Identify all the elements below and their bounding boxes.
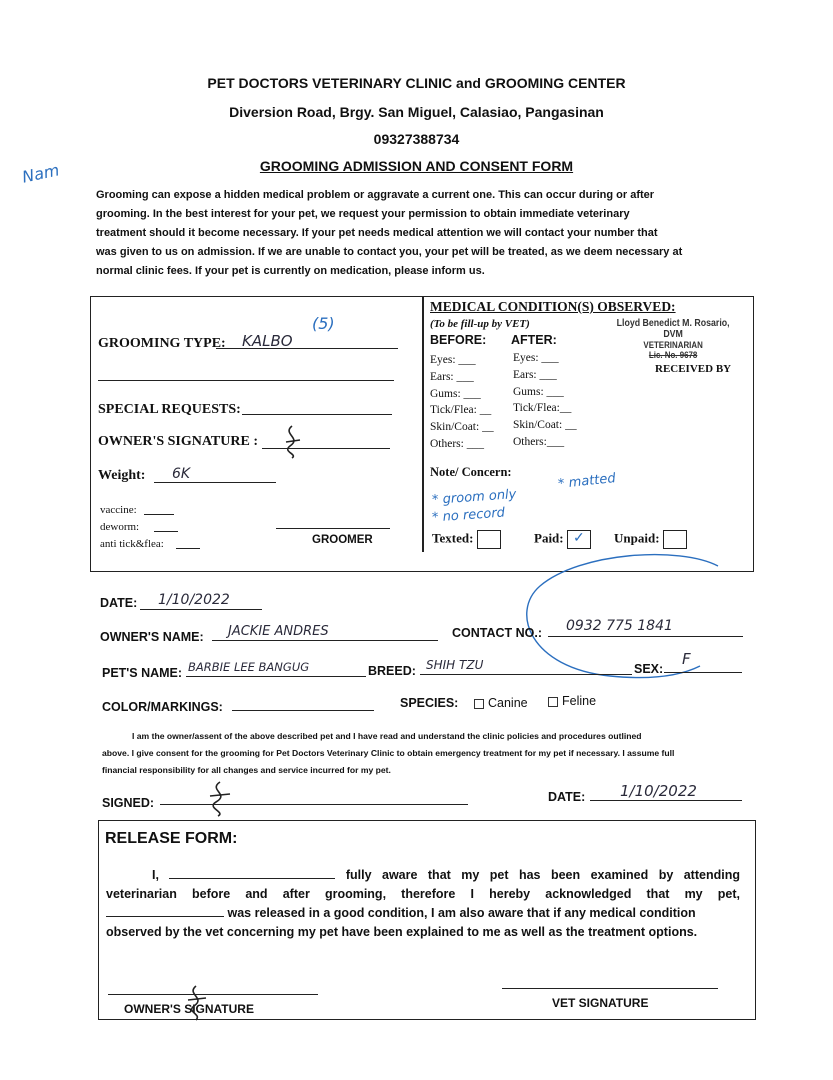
grooming-type-value: KALBO xyxy=(242,332,293,350)
release-text: I, fully aware that my pet has been examined by attending veterinarian before and after grooming, therefore I hereby acknowledged that my pet, was released in a good condition, I am also aware that if any medical condition observed by the vet concerning my pet have been explained to me as well as the treatment options. xyxy=(106,868,740,939)
grooming-type-label: GROOMING TYPE: xyxy=(98,336,226,351)
after-tickflea: Tick/Flea:__ xyxy=(513,402,572,415)
sex-label: SEX: xyxy=(634,662,664,676)
note-groom-only: * groom only xyxy=(431,487,517,508)
texted-label: Texted: xyxy=(432,530,474,546)
pet-name-value: BARBIE LEE BANGUG xyxy=(188,660,310,674)
release-owner-sig-label: OWNER'S SIGNATURE xyxy=(124,1002,254,1016)
after-skincoat: Skin/Coat: __ xyxy=(513,419,577,432)
date-label: DATE: xyxy=(100,596,138,610)
signed-label: SIGNED: xyxy=(102,796,155,810)
grooming-type-line-2 xyxy=(98,380,394,381)
weight-label: Weight: xyxy=(98,468,146,483)
owner-name-line xyxy=(212,640,438,641)
date-line xyxy=(140,609,262,610)
paid-label: Paid: xyxy=(534,530,564,546)
groomer-line xyxy=(276,528,390,529)
consent-date-line xyxy=(590,800,742,801)
after-eyes: Eyes: ___ xyxy=(513,352,559,364)
date-value: 1/10/2022 xyxy=(158,592,230,608)
note-no-record: * no record xyxy=(431,505,506,526)
breed-label: BREED: xyxy=(368,664,416,678)
groomer-label: GROOMER xyxy=(312,534,373,546)
paid-checkbox[interactable]: ✓ xyxy=(567,530,591,549)
medical-subtitle: (To be fill-up by VET) xyxy=(430,318,530,330)
before-label: BEFORE: xyxy=(430,333,487,347)
after-others: Others:___ xyxy=(513,435,565,448)
sex-value: F xyxy=(682,650,691,668)
feline-label: Feline xyxy=(562,694,597,708)
medical-title: MEDICAL CONDITION(S) OBSERVED: xyxy=(430,299,676,314)
breed-line xyxy=(420,674,632,675)
antitick-line xyxy=(176,548,200,549)
breed-value: SHIH TZU xyxy=(426,658,484,672)
margin-note: Nam xyxy=(20,160,61,187)
grooming-type-note: (5) xyxy=(312,314,335,333)
stamp-name: Lloyd Benedict M. Rosario, DVM xyxy=(616,318,730,340)
pet-name-label: PET'S NAME: xyxy=(102,666,183,680)
canine-checkbox[interactable] xyxy=(474,699,484,709)
clinic-phone: 09327388734 xyxy=(373,131,460,147)
special-requests-label: SPECIAL REQUESTS: xyxy=(98,402,241,417)
consent-date-value: 1/10/2022 xyxy=(620,782,697,800)
release-title: RELEASE FORM: xyxy=(105,830,238,847)
weight-value: 6K xyxy=(172,466,191,482)
release-vet-sig-line xyxy=(502,988,718,989)
owner-signature-label: OWNER'S SIGNATURE : xyxy=(98,434,258,449)
after-label: AFTER: xyxy=(511,333,557,347)
consent-text: I am the owner/assent of the above described pet and I have read and understand the clinic policies and procedures outlined above. I give consent for the grooming for Pet Doctors Veterinary Clinic to obtain emergency treatment for my pet if necessary. I assume full financial responsibility for all changes and service incurred for my pet. xyxy=(102,731,675,775)
before-others: Others: ___ xyxy=(430,437,484,450)
owner-name-label: OWNER'S NAME: xyxy=(100,630,204,644)
before-list xyxy=(430,352,494,453)
note-matted: * matted xyxy=(557,471,617,492)
contact-line xyxy=(548,636,743,637)
after-gums: Gums: ___ xyxy=(513,385,564,398)
vet-stamp xyxy=(608,318,738,360)
texted-field[interactable] xyxy=(432,530,501,549)
consent-signature-mark xyxy=(200,780,240,818)
deworm-line xyxy=(154,531,178,532)
stamp-license: Lic. No. 9678 xyxy=(648,350,698,360)
unpaid-label: Unpaid: xyxy=(614,530,660,546)
after-ears: Ears: ___ xyxy=(513,368,557,381)
before-skincoat: Skin/Coat: __ xyxy=(430,421,494,434)
before-tickflea: Tick/Flea: __ xyxy=(430,404,492,417)
before-ears: Ears: ___ xyxy=(430,370,474,383)
antitick-label: anti tick&flea: xyxy=(100,538,164,550)
canine-label: Canine xyxy=(488,696,528,710)
received-by-label: RECEIVED BY xyxy=(655,363,732,375)
species-feline-option[interactable] xyxy=(548,694,596,708)
clinic-name: PET DOCTORS VETERINARY CLINIC and GROOMING CENTER xyxy=(207,75,626,91)
vaccine-line xyxy=(144,514,174,515)
weight-line xyxy=(154,482,276,483)
before-gums: Gums: ___ xyxy=(430,387,481,400)
owner-name-value: JACKIE ANDRES xyxy=(228,624,329,639)
clinic-address: Diversion Road, Brgy. San Miguel, Calasiao, Pangasinan xyxy=(229,104,604,120)
disclaimer: Grooming can expose a hidden medical problem or aggravate a current one. This can occur during or after grooming. In the best interest for your pet, we request your permission to obtain immediate veterinary treatment should it become necessary. If your pet needs medical attention we will contact your number that was given to us on admission. If we are unable to contact you, your pet will be treated, as we deem necessary at normal clinic fees. If your pet is currently on medication, please inform us. xyxy=(96,189,683,277)
stamp-title: VETERINARIAN xyxy=(643,340,703,350)
deworm-label: deworm: xyxy=(100,521,140,533)
species-label: SPECIES: xyxy=(400,696,459,710)
species-canine-option[interactable] xyxy=(474,696,528,710)
contact-value: 0932 775 1841 xyxy=(566,618,673,634)
color-markings-line xyxy=(232,710,374,711)
pet-name-line xyxy=(186,676,366,677)
before-eyes: Eyes: ___ xyxy=(430,354,476,366)
release-vet-sig-label: VET SIGNATURE xyxy=(552,996,649,1010)
vaccine-label: vaccine: xyxy=(100,504,137,516)
texted-checkbox[interactable] xyxy=(477,530,501,549)
special-requests-line xyxy=(242,414,392,415)
sex-line xyxy=(664,672,742,673)
release-owner-sig-line xyxy=(108,994,318,995)
after-list xyxy=(513,350,577,451)
box-divider xyxy=(422,296,424,552)
owner-signature-mark xyxy=(278,424,308,460)
feline-checkbox[interactable] xyxy=(548,697,558,707)
consent-date-label: DATE: xyxy=(548,790,586,804)
form-title: GROOMING ADMISSION AND CONSENT FORM xyxy=(259,158,574,174)
note-label: Note/ Concern: xyxy=(430,465,512,479)
contact-label: CONTACT NO.: xyxy=(452,626,543,640)
release-signature-mark xyxy=(182,984,212,1022)
color-markings-label: COLOR/MARKINGS: xyxy=(102,700,223,714)
